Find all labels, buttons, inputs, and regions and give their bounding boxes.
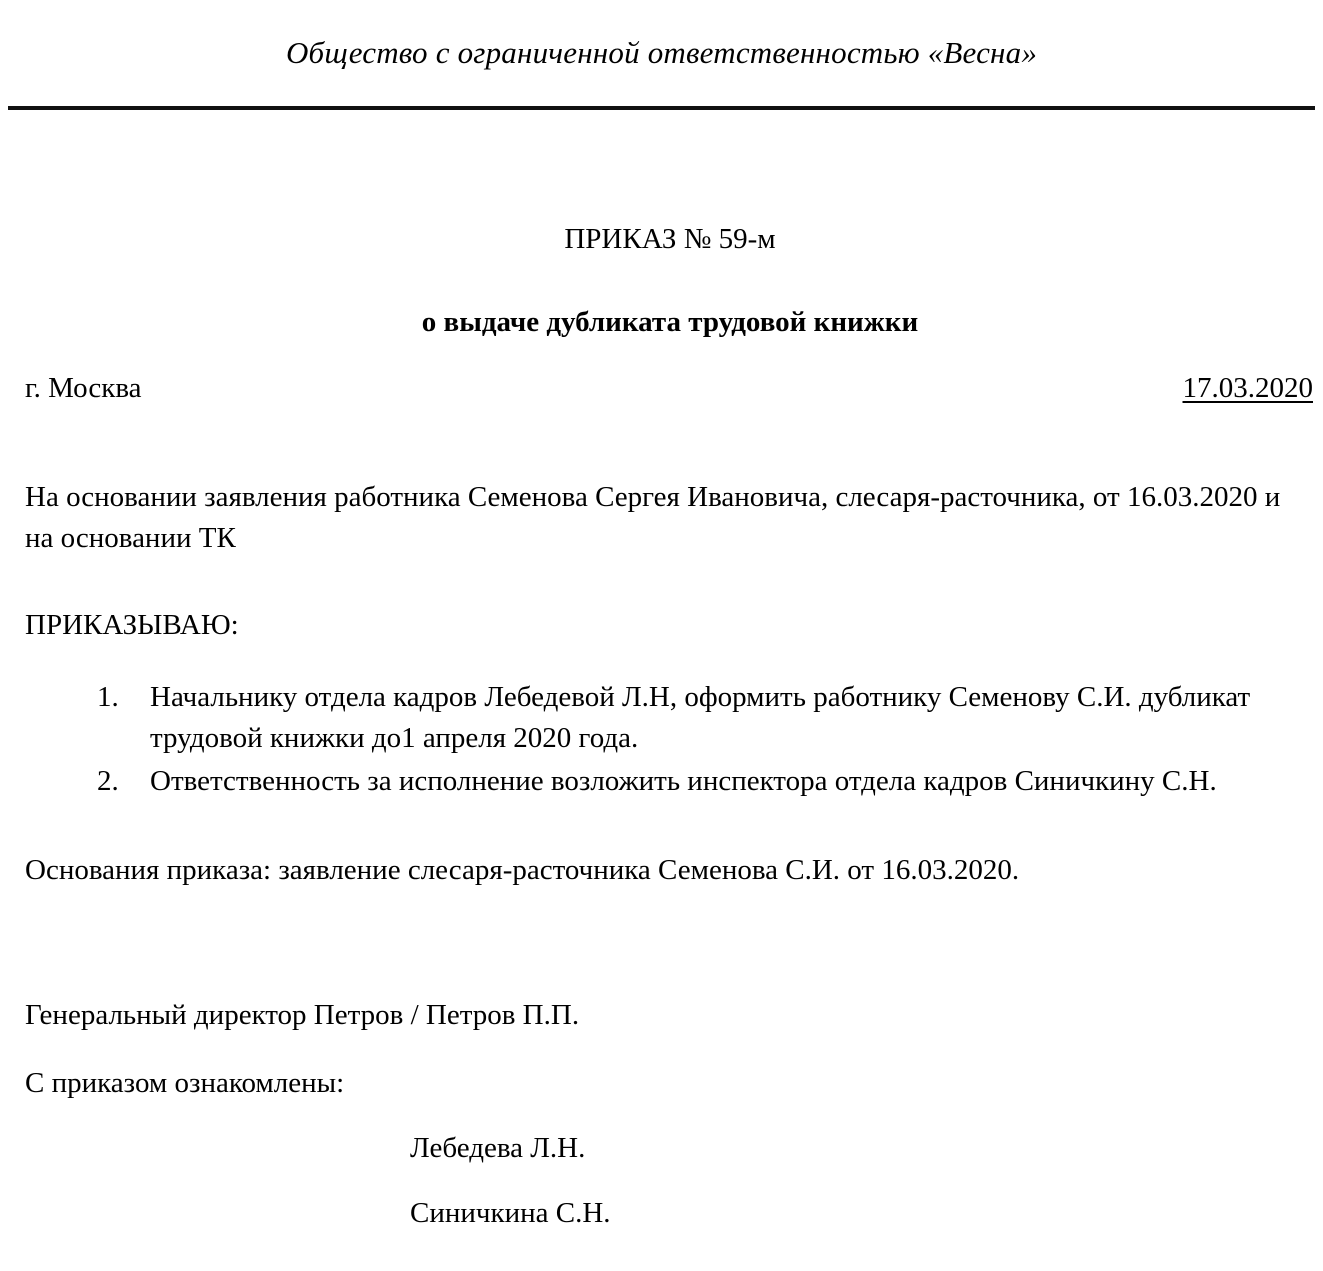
signature-block [25, 995, 1315, 1233]
preamble-paragraph: На основании заявления работника Семенова Сергея Ивановича, слесаря-расточника, от 16.03.2020 и на основании ТК [25, 480, 1281, 554]
place-date-row [25, 372, 1315, 405]
order-number-heading: ПРИКАЗ № 59-м [564, 223, 776, 256]
list-item-marker: 1. [97, 680, 119, 713]
command-word: ПРИКАЗЫВАЮ: [25, 609, 239, 642]
list-item [25, 677, 1315, 759]
place-of-issue: г. Москва [25, 371, 142, 404]
list-item: Синичкина С.Н. [410, 1197, 611, 1230]
list-item-text: Начальнику отдела кадров Лебедевой Л.Н, оформить работнику Семенову С.И. дубликат трудовой книжки до1 апреля 2020 года. [150, 680, 1251, 754]
date-of-issue: 17.03.2020 [1182, 371, 1313, 404]
list-item-marker: 2. [97, 765, 119, 798]
list-item: Лебедева Л.Н. [410, 1131, 586, 1164]
acknowledgement-label: С приказом ознакомлены: [25, 1066, 345, 1099]
list-item [25, 761, 1315, 802]
signatory-line: Генеральный директор Петров / Петров П.П. [25, 999, 580, 1032]
organization-name: Общество с ограниченной ответственностью «Весна» [285, 35, 1038, 70]
acknowledgement-list [25, 1130, 1315, 1233]
grounds-paragraph: Основания приказа: заявление слесаря-расточника Семенова С.И. от 16.03.2020. [25, 854, 1020, 887]
letterhead [0, 0, 1323, 70]
list-item-text: Ответственность за исполнение возложить инспектора отдела кадров Синичкину С.Н. [150, 765, 1217, 798]
order-items-list [25, 677, 1315, 803]
document-body [0, 222, 1323, 1233]
order-subject-heading: о выдаче дубликата трудовой книжки [421, 305, 919, 338]
letterhead-divider [8, 106, 1315, 110]
